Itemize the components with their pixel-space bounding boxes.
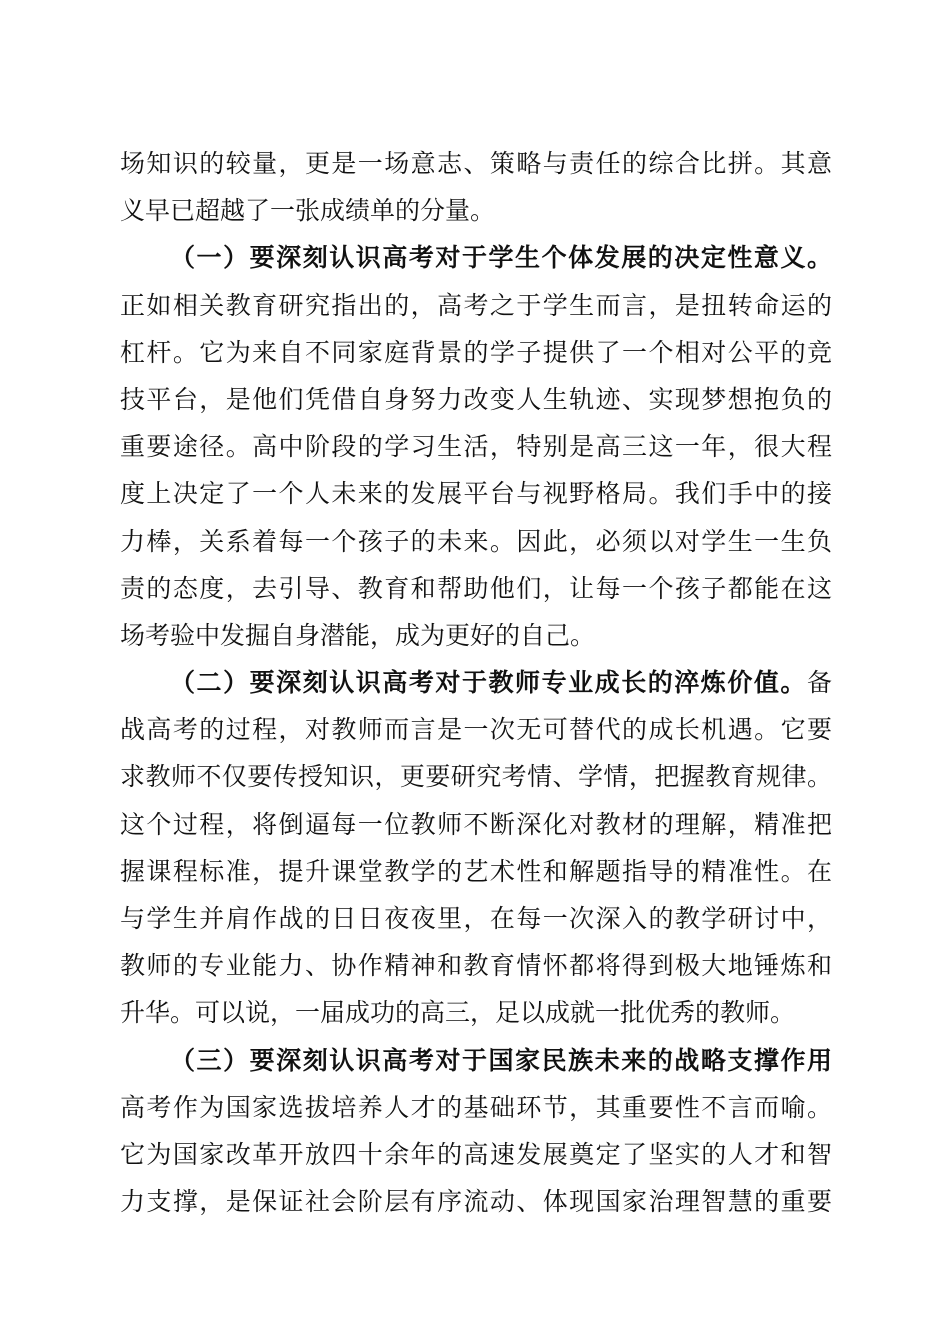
paragraph-line: 高考作为国家选拔培养人才的基础环节，其重要性不言而喻。 — [120, 1092, 832, 1122]
heading-text: （二）要深刻认识高考对于教师专业成长的淬炼价值。 — [170, 668, 807, 698]
paragraph-line: 场知识的较量，更是一场意志、策略与责任的综合比拼。其意 — [120, 149, 832, 178]
paragraph-line: 这个过程，将倒逼每一位教师不断深化对教材的理解，精准把 — [120, 809, 832, 839]
paragraph-line: 战高考的过程，对教师而言是一次无可替代的成长机遇。它要 — [120, 715, 832, 745]
paragraph-line: 度上决定了一个人未来的发展平台与视野格局。我们手中的接 — [120, 479, 832, 509]
paragraph-line: 与学生并肩作战的日日夜夜里，在每一次深入的教学研讨中， — [120, 904, 832, 933]
paragraph-line: 重要途径。高中阶段的学习生活，特别是高三这一年，很大程 — [120, 432, 832, 462]
paragraph-line: 升华。可以说，一届成功的高三，足以成就一批优秀的教师。 — [120, 998, 796, 1028]
paragraph-line: 义早已超越了一张成绩单的分量。 — [120, 196, 496, 226]
paragraph-line: 它为国家改革开放四十余年的高速发展奠定了坚实的人才和智 — [120, 1139, 832, 1169]
paragraph-line: 求教师不仅要传授知识，更要研究考情、学情，把握教育规律。 — [120, 762, 832, 792]
section-heading-1 — [120, 234, 832, 281]
paragraph-line: 责的态度，去引导、教育和帮助他们，让每一个孩子都能在这 — [120, 573, 832, 603]
heading-text: （一）要深刻认识高考对于学生个体发展的决定性意义。 — [170, 243, 832, 273]
paragraph-line: 正如相关教育研究指出的，高考之于学生而言，是扭转命运的 — [120, 290, 832, 320]
section-heading-3 — [120, 1037, 832, 1084]
paragraph-line: 力棒，关系着每一个孩子的未来。因此，必须以对学生一生负 — [120, 526, 832, 556]
section-heading-2: （二）要深刻认识高考对于教师专业成长的淬炼价值。备 — [170, 668, 832, 698]
paragraph-line: 教师的专业能力、协作精神和教育情怀都将得到极大地锤炼和 — [120, 951, 832, 981]
body-text — [120, 140, 832, 1225]
heading-text: （三）要深刻认识高考对于国家民族未来的战略支撑作用 — [170, 1045, 832, 1075]
paragraph-line: 场考验中发掘自身潜能，成为更好的自己。 — [120, 620, 596, 650]
paragraph-line: 握课程标准，提升课堂教学的艺术性和解题指导的精准性。在 — [120, 856, 832, 886]
paragraph-line: 杠杆。它为来自不同家庭背景的学子提供了一个相对公平的竞 — [120, 337, 832, 367]
paragraph-line: 技平台，是他们凭借自身努力改变人生轨迹、实现梦想抱负的 — [120, 384, 832, 414]
paragraph-line: 力支撑，是保证社会阶层有序流动、体现国家治理智慧的重要 — [120, 1187, 832, 1217]
